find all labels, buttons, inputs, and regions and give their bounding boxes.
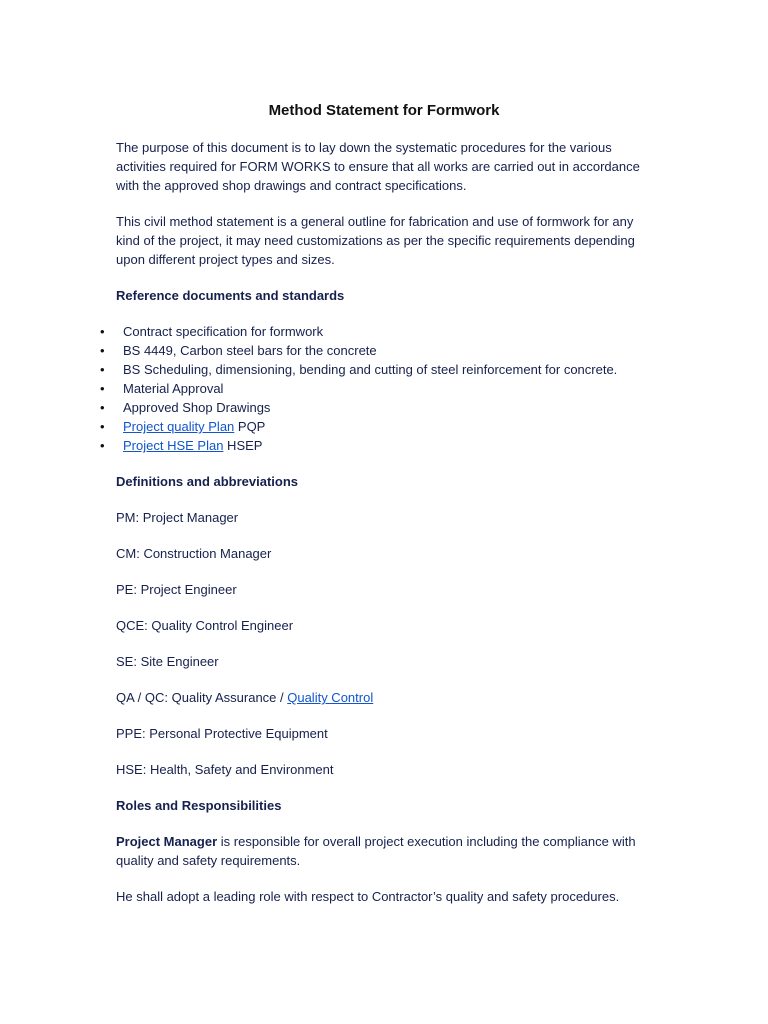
definition-pm: PM: Project Manager xyxy=(116,510,239,525)
list-item xyxy=(100,322,646,341)
project-hse-plan-link[interactable]: Project HSE Plan xyxy=(123,438,224,453)
document-title: Method Statement for Formwork xyxy=(268,102,500,119)
intro-paragraph-2: This civil method statement is a general outline for fabrication and use of formwork for any kind of the project, it may need customizations as per the specific requirements depending upon different project types and sizes. xyxy=(116,214,635,267)
bullet-icon: • xyxy=(100,343,105,358)
project-manager-text: is responsible for overall project execution including the compliance with quality and safety requirements. xyxy=(116,834,636,868)
list-item xyxy=(100,379,646,398)
list-item xyxy=(100,341,646,360)
definition-cm: CM: Construction Manager xyxy=(116,546,272,561)
project-quality-plan-link[interactable]: Project quality Plan xyxy=(123,419,235,434)
bullet-icon: • xyxy=(100,400,105,415)
definition-se: SE: Site Engineer xyxy=(116,654,219,669)
list-item xyxy=(100,398,646,417)
bullet-icon: • xyxy=(100,362,105,377)
definitions-heading: Definitions and abbreviations xyxy=(116,474,299,489)
definition-qce: QCE: Quality Control Engineer xyxy=(116,618,294,633)
definition-qa-qc xyxy=(116,688,646,707)
bullet-icon: • xyxy=(100,419,105,434)
quality-control-link[interactable]: Quality Control xyxy=(287,690,374,705)
list-item xyxy=(100,417,646,436)
reference-text: BS 4449, Carbon steel bars for the concrete xyxy=(123,343,377,358)
definition-hse: HSE: Health, Safety and Environment xyxy=(116,762,334,777)
definition-pe: PE: Project Engineer xyxy=(116,582,237,597)
project-manager-label: Project Manager xyxy=(116,834,218,849)
list-item xyxy=(100,436,646,455)
bullet-icon: • xyxy=(100,381,105,396)
references-list xyxy=(100,322,646,455)
project-manager-paragraph xyxy=(116,832,646,870)
reference-suffix: PQP xyxy=(234,419,266,434)
reference-text: Material Approval xyxy=(123,381,224,396)
reference-text: Approved Shop Drawings xyxy=(123,400,271,415)
bullet-icon: • xyxy=(100,324,105,339)
reference-suffix: HSEP xyxy=(223,438,263,453)
list-item xyxy=(100,360,646,379)
intro-paragraph-1: The purpose of this document is to lay down the systematic procedures for the various activities required for FORM WORKS to ensure that all works are carried out in accordance with the approved shop drawings and contract specifications. xyxy=(116,140,640,193)
project-manager-paragraph-2: He shall adopt a leading role with respect to Contractor’s quality and safety procedures. xyxy=(116,889,620,904)
roles-heading: Roles and Responsibilities xyxy=(116,798,282,813)
bullet-icon: • xyxy=(100,438,105,453)
reference-text: Contract specification for formwork xyxy=(123,324,324,339)
reference-text: BS Scheduling, dimensioning, bending and cutting of steel reinforcement for concrete. xyxy=(123,362,618,377)
references-heading: Reference documents and standards xyxy=(116,288,345,303)
definition-qa-qc-text: QA / QC: Quality Assurance / xyxy=(116,690,288,705)
document-body xyxy=(100,138,646,923)
definition-ppe: PPE: Personal Protective Equipment xyxy=(116,726,328,741)
